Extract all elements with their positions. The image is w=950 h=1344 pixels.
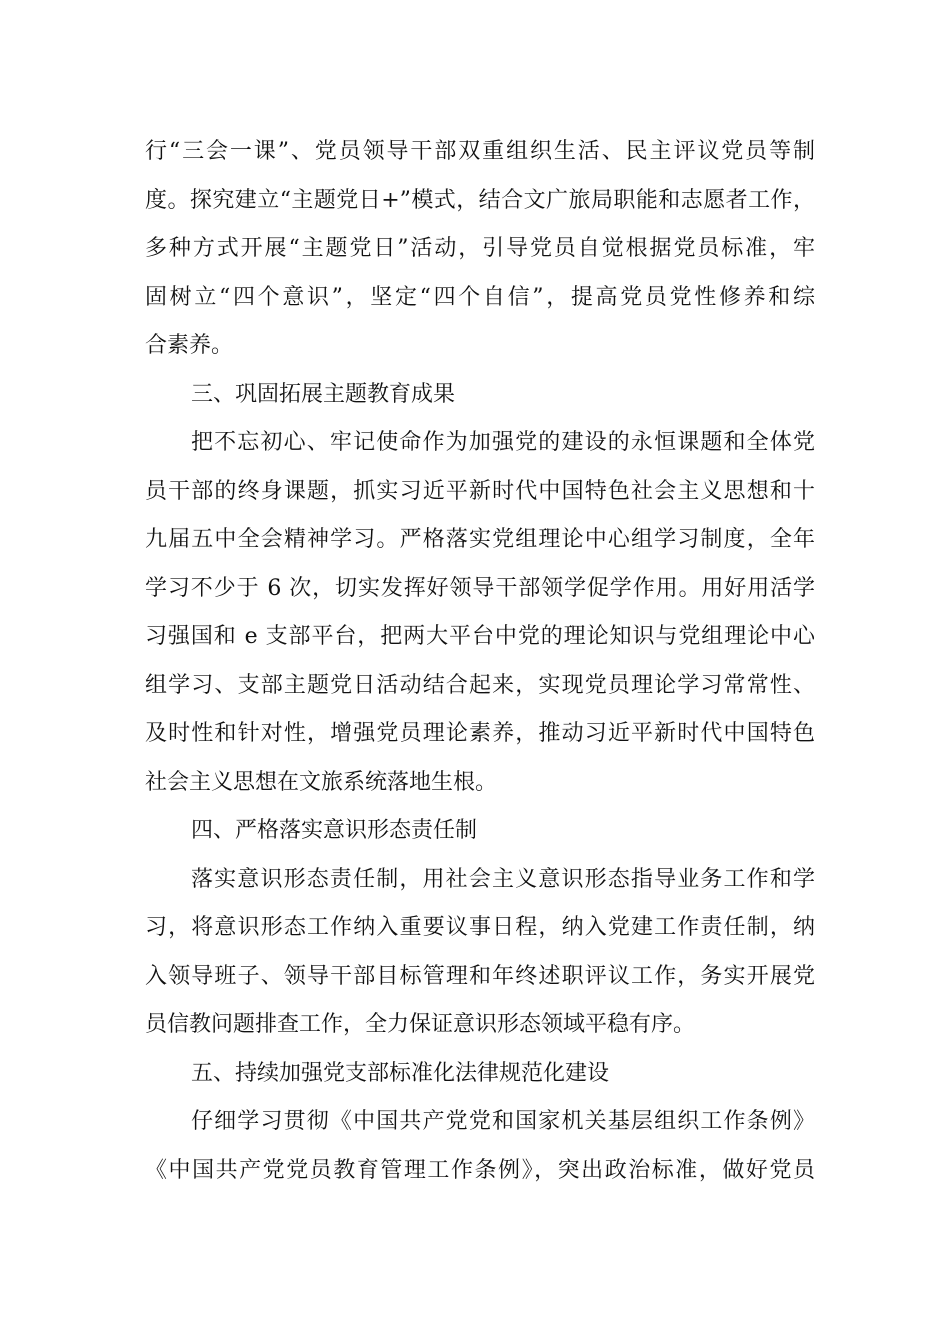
section-heading: 五、持续加强党支部标准化法律规范化建设 xyxy=(191,1060,610,1086)
paragraph-line: 仔细学习贯彻《中国共产党党和国家机关基层组织工作条例》 xyxy=(191,1109,815,1134)
paragraph-line: 及时性和针对性，增强党员理论素养，推动习近平新时代中国特色 xyxy=(145,721,815,746)
paragraph-line: 度。探究建立“主题党日+”模式，结合文广旅局职能和志愿者工作， xyxy=(145,187,815,213)
paragraph-line: 九届五中全会精神学习。严格落实党组理论中心组学习制度，全年 xyxy=(145,527,815,552)
paragraph-line: 行“三会一课”、党员领导干部双重组织生活、民主评议党员等制 xyxy=(145,139,815,164)
paragraph-line: 固树立“四个意识”，坚定“四个自信”，提高党员党性修养和综 xyxy=(145,284,815,310)
paragraph-line: 落实意识形态责任制，用社会主义意识形态指导业务工作和学 xyxy=(191,866,815,892)
section-heading: 三、巩固拓展主题教育成果 xyxy=(191,381,456,407)
paragraph-line: 习强国和 e 支部平台，把两大平台中党的理论知识与党组理论中心 xyxy=(145,624,815,649)
paragraph-line: 习，将意识形态工作纳入重要议事日程，纳入党建工作责任制，纳 xyxy=(145,915,815,940)
paragraph-line: 把不忘初心、牢记使命作为加强党的建设的永恒课题和全体党 xyxy=(191,430,815,455)
paragraph-line: 组学习、支部主题党日活动结合起来，实现党员理论学习常常性、 xyxy=(145,672,815,698)
paragraph-line: 员信教问题排查工作，全力保证意识形态领域平稳有序。 xyxy=(145,1012,696,1037)
paragraph-line: 合素养。 xyxy=(145,333,234,358)
paragraph-line: 多种方式开展“主题党日”活动，引导党员自觉根据党员标准，牢 xyxy=(145,236,815,261)
paragraph-line: 入领导班子、领导干部目标管理和年终述职评议工作，务实开展党 xyxy=(145,963,815,989)
document-body xyxy=(145,128,815,1195)
paragraph-line: 社会主义思想在文旅系统落地生根。 xyxy=(145,769,498,795)
paragraph-line: 员干部的终身课题，抓实习近平新时代中国特色社会主义思想和十 xyxy=(145,478,815,504)
paragraph-line: 《中国共产党党员教育管理工作条例》，突出政治标准，做好党员 xyxy=(145,1157,815,1183)
paragraph-line: 学习不少于 6 次，切实发挥好领导干部领学促学作用。用好用活学 xyxy=(145,575,815,601)
section-heading: 四、严格落实意识形态责任制 xyxy=(191,818,478,843)
